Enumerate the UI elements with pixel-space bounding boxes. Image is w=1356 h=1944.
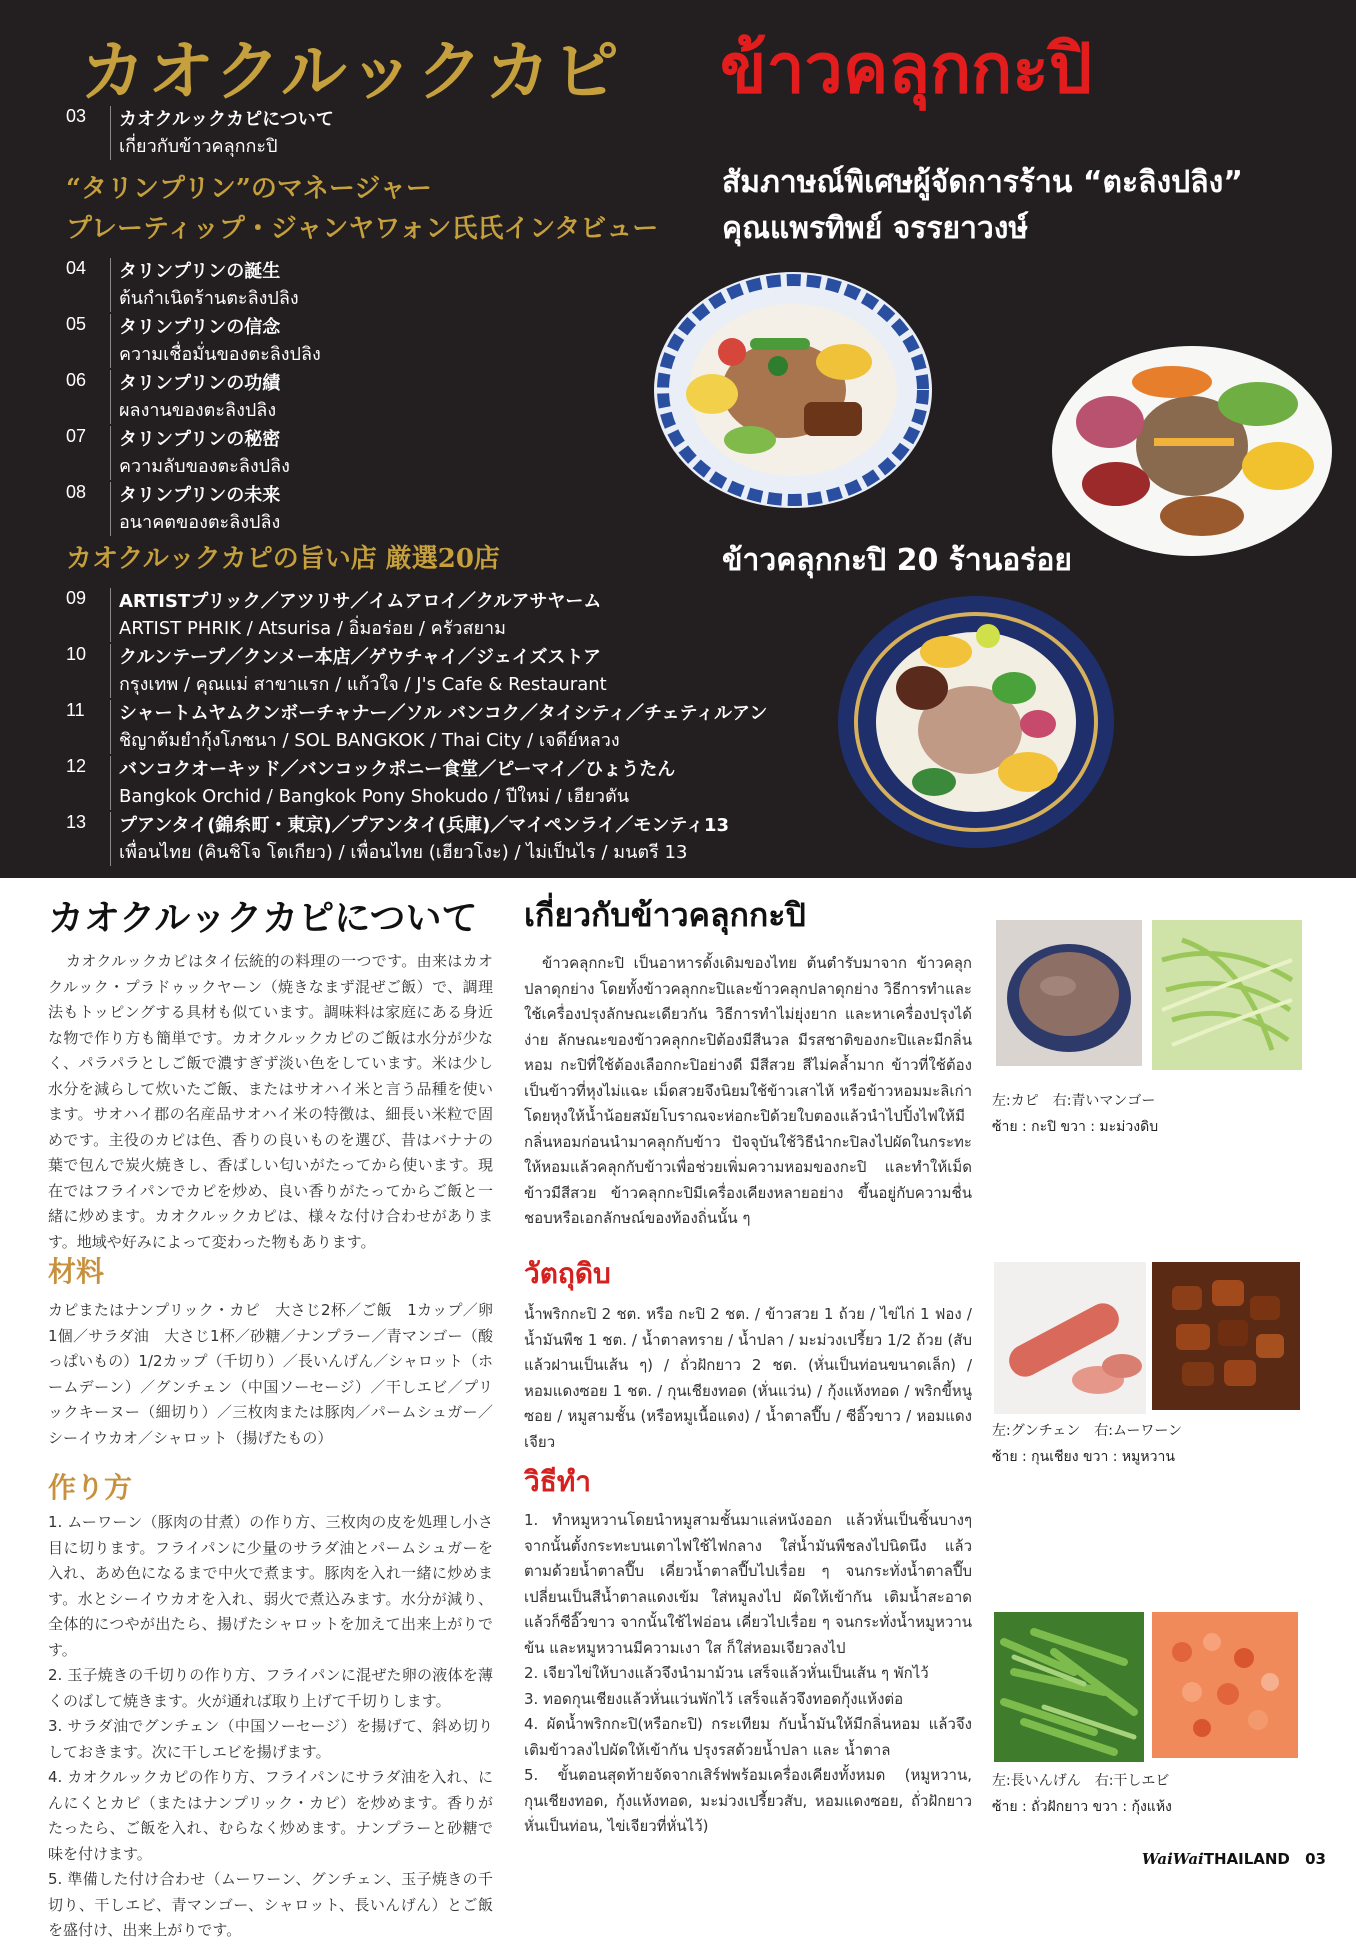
caption-th: ซ้าย : ถั่วฝักยาว ขวา : กุ้งแห้ง	[992, 1799, 1172, 1815]
toc-number: 10	[66, 644, 87, 664]
caption-2	[992, 1418, 1182, 1470]
method-step-th: 5. ขั้นตอนสุดท้ายจัดจากเสิร์ฟพร้อมเครื่องเคียงทั้งหมด (หมูหวาน, กุนเชียงทอด, กุ้งแห้งทอด, มะม่วงเปรี้ยวสับ, หอมแดงซอย, ถั่วฝักยาวหั่นเป็นท่อน, ไข่เจียวที่หั่นไว้)	[524, 1766, 972, 1835]
title-jp: カオクルックカピ	[80, 32, 621, 110]
ingredients-title-th: วัตถุดิบ	[524, 1257, 611, 1290]
rice-dish-blue-bowl-image	[654, 272, 932, 508]
interview-heading-line2: プレーティップ・ジャンヤワォン氏氏インタビュー	[66, 214, 659, 244]
method-step-jp: 2. 玉子焼きの千切りの作り方、フライパンに混ぜた卵の液体を薄くのばして焼きます。火が通れば取り上げて千切りします。	[48, 1666, 493, 1710]
toc-number: 05	[66, 314, 87, 334]
about-jp-column	[48, 890, 493, 1255]
toc-shops	[66, 588, 786, 866]
shops-heading-th: ข้าวคลุกกะปิ 20 ร้านอร่อย	[722, 543, 1072, 578]
toc-title-th: ผลงานของตะลิงปลิง	[110, 397, 706, 424]
toc-number: 11	[66, 700, 85, 720]
toc-item[interactable]	[66, 314, 706, 368]
method-steps-th	[524, 1508, 972, 1840]
toc-title-th: Bangkok Orchid / Bangkok Pony Shokudo / ปีใหม่ / เฮียวตัน	[110, 783, 786, 810]
toc-title-th: ความเชื่อมั่นของตะลิงปลิง	[110, 341, 706, 368]
brand-waiwai: WaiWai	[1141, 1850, 1204, 1868]
toc-title-th: ARTIST PHRIK / Atsurisa / อิ่มอร่อย / ครัวสยาม	[110, 615, 786, 642]
caption-1	[992, 1088, 1158, 1140]
method-step-jp: 5. 準備した付け合わせ（ムーワーン、グンチェン、玉子焼きの千切り、干しエビ、青マンゴー、シャロット、長いんげん）とご飯を盛付け、出来上がりです。	[48, 1870, 493, 1939]
toc-title-jp: タリンプリンの功績	[110, 370, 706, 397]
toc-title-jp: タリンプリンの信念	[110, 314, 706, 341]
toc-number: 04	[66, 258, 87, 278]
toc-title-th: ต้นกำเนิดร้านตะลิงปลิง	[110, 285, 706, 312]
rice-dish-white-plate-image	[1052, 346, 1332, 556]
caption-th: ซ้าย : กะปิ ขวา : มะม่วงดิบ	[992, 1119, 1159, 1135]
toc-number: 03	[66, 106, 87, 126]
toc-number: 06	[66, 370, 87, 390]
method-step-jp: 3. サラダ油でグンチェン（中国ソーセージ）を揚げて、斜め切りしておきます。次に干しエビを揚げます。	[48, 1717, 493, 1761]
method-jp-column	[48, 1466, 493, 1944]
caption-jp: 左:カピ 右:青いマンゴー	[992, 1093, 1156, 1109]
method-step-jp: 1. ムーワーン（豚肉の甘煮）の作り方、三枚肉の皮を処理し小さ目に切ります。フライパンに少量のサラダ油とパームシュガーを入れ、あめ色になるまで中火で煮ます。豚肉を入れ一緒に炒めます。水とシーイウカオを入れ、弱火で煮込みます。水分が減り、全体的につやが出たら、揚げたシャロットを加えて出来上がりです。	[48, 1513, 493, 1659]
toc-item[interactable]	[66, 258, 706, 312]
toc-item[interactable]	[66, 700, 786, 754]
method-step-th: 1. ทำหมูหวานโดยนำหมูสามชั้นมาแล่หนังออก แล้วหั่นเป็นชิ้นบางๆ จากนั้นตั้งกระทะบนเตาไฟใช้ไฟกลาง ใส่น้ำมันพืชลงไปนิดนึง แล้วตามด้วยน้ำตาลปี๊บ เคี่ยวน้ำตาลปี๊บไปเรื่อย ๆ จนกระทั่งน้ำตาลปี๊บเปลี่ยนเป็นสีน้ำตาลแดงเข้ม ใส่หมูลงไป ผัดให้เข้ากัน เติมน้ำสะอาดแล้วก็ซีอิ๊วขาว จากนั้นใช้ไฟอ่อน เคี่ยวไปเรื่อย ๆ จนกระทั่งน้ำหมูหวานข้น และหมูหวานมีความเงา ใส ก็ใส่หอมเจียวลงไป	[524, 1511, 972, 1657]
toc-number: 08	[66, 482, 87, 502]
ingredients-title-jp: 材料	[48, 1255, 105, 1288]
method-step-th: 4. ผัดน้ำพริกกะปิ(หรือกะปิ) กระเทียม กับน้ำมันให้มีกลิ่นหอม แล้วจึงเติมข้าวลงไปผัดให้เข้ากัน ปรุงรสด้วยน้ำปลา และ น้ำตาล	[524, 1715, 972, 1759]
toc-item[interactable]	[66, 812, 786, 866]
toc-title-jp: シャートムヤムクンボーチャナー／ソル バンコク／タイシティ／チェティルアン	[110, 700, 786, 727]
method-step-th: 3. ทอดกุนเชียงแล้วหั่นแว่นพักไว้ เสร็จแล้วจึงทอดกุ้งแห้งต่อ	[524, 1689, 904, 1708]
toc-item[interactable]	[66, 106, 706, 160]
toc-title-th: กรุงเทพ / คุณแม่ สาขาแรก / แก้วใจ / J's Cafe & Restaurant	[110, 671, 786, 698]
caption-th: ซ้าย : กุนเชียง ขวา : หมูหวาน	[992, 1449, 1175, 1465]
toc-item[interactable]	[66, 482, 706, 536]
toc-item[interactable]	[66, 756, 786, 810]
toc-title-jp: タリンプリンの未来	[110, 482, 706, 509]
title-th: ข้าวคลุกกะปิ	[720, 30, 1093, 109]
method-title-jp: 作り方	[48, 1471, 133, 1504]
method-steps-jp	[48, 1510, 493, 1944]
about-body-jp: カオクルックカピはタイ伝統的の料理の一つです。由来はカオクルック・プラドゥックヤーン（焼きなまず混ぜご飯）で、調理法もトッピングする具材も似ています。調味料は家庭にある身近な物で作り方も簡単です。カオクルックカピのご飯は水分が少なく、パラパラとしご飯で濃すぎず淡い色をしています。米は少し水分を減らして炊いたご飯、またはサオハイ米と言う品種を使います。サオハイ郡の名産品サオハイ米の特徴は、細長い米粒で固めです。主役のカピは色、香りの良いものを選び、昔はバナナの葉で包んで炭火焼きし、香ばしい匂いがたってから使います。現在ではフライパンでカピを炒め、良い香りがたってからご飯と一緒に炒めます。カオクルックカピは、様々な付け合わせがあります。地域や好みによって変わった物もあります。	[48, 952, 493, 1251]
toc-title-jp: バンコクオーキッド／バンコックポニー食堂／ピーマイ／ひょうたん	[110, 756, 786, 783]
toc-number: 13	[66, 812, 87, 832]
toc-number: 07	[66, 426, 87, 446]
dried-shrimp-photo	[1152, 1612, 1298, 1758]
toc-interview	[66, 258, 706, 536]
toc-title-jp: タリンプリンの秘密	[110, 426, 706, 453]
interview-heading-th-line1: สัมภาษณ์พิเศษผู้จัดการร้าน “ตะลิงปลิง”	[722, 165, 1243, 200]
toc-number: 09	[66, 588, 87, 608]
toc-title-th: เกี่ยวกับข้าวคลุกกะปิ	[110, 133, 706, 160]
ingredients-jp-column	[48, 1250, 509, 1451]
toc-title-jp: クルンテープ／クンメー本店／ゲウチャイ／ジェイズストア	[110, 644, 786, 671]
toc-item[interactable]	[66, 588, 786, 642]
ingredients-body-jp: カピまたはナンプリック・カピ 大さじ2杯／ご飯 1カップ／卵 1個／サラダ油 大さじ1杯／砂糖／ナンプラー／青マンゴー（酸っぱいもの）1/2カップ（千切り）／長いんげん／シャロット（ホームデーン）／グンチェン（中国ソーセージ）／干しエビ／プリックキーヌー（細切り）／三枚肉または豚肉／パームシュガー／シーイウカオ／シャロット（揚げたもの）	[48, 1301, 509, 1447]
about-title-jp: カオクルックカピについて	[48, 898, 478, 939]
method-step-jp: 4. カオクルックカピの作り方、フライパンにサラダ油を入れ、にんにくとカピ（またはナンプリック・カピ）を炒めます。香りがたったら、ご飯を入れ、むらなく炒めます。ナンプラーと砂糖で味を付けます。	[48, 1768, 493, 1863]
toc-item[interactable]	[66, 370, 706, 424]
contents-panel	[0, 0, 1356, 878]
page-footer	[1142, 1850, 1326, 1868]
caption-jp: 左:グンチェン 右:ムーワーン	[992, 1423, 1183, 1439]
toc-title-th: อนาคตของตะลิงปลิง	[110, 509, 706, 536]
interview-heading-th-line2: คุณแพรทิพย์ จรรยาวงษ์	[722, 211, 1029, 246]
toc-number: 12	[66, 756, 87, 776]
toc-title-th: เพื่อนไทย (คินชิโจ โตเกียว) / เพื่อนไทย (เฮียวโงะ) / ไม่เป็นไร / มนตรี 13	[110, 839, 786, 866]
ingredients-th-column	[524, 1252, 972, 1455]
toc-item[interactable]	[66, 644, 786, 698]
sweet-pork-photo	[1152, 1262, 1300, 1410]
about-body-th: ข้าวคลุกกะปิ เป็นอาหารดั้งเดิมของไทย ต้นตำรับมาจาก ข้าวคลุกปลาดุกย่าง โดยทั้งข้าวคลุกกะปิและข้าวคลุกปลาดุกย่าง วิธีการทำและใช้เครื่องปรุงลักษณะเดียวกัน วิธีการทำไม่ยุ่งยาก และหาเครื่องปรุงได้ง่าย ลักษณะของข้าวคลุกกะปิต้องมีสีนวล มีรสชาติของกะปิและมีกลิ่นหอม กะปิที่ใช้ต้องเลือกกะปิอย่างดี มีสีสวย สีไม่คล้ำมาก ข้าวที่ใช้ต้องเป็นข้าวที่หุงไม่แฉะ เม็ดสวยจึงนิยมใช้ข้าวเสาไห้ หรือข้าวหอมมะลิเก่าโดยหุงให้น้ำน้อยสมัยโบราณจะห่อกะปิด้วยใบตองแล้วนำไปปิ้งไฟให้มีกลิ่นหอมก่อนนำมาคลุกกับข้าว ปัจจุบันใช้วิธีนำกะปิลงไปผัดในกระทะให้หอมแล้วคลุกกับข้าวเพื่อช่วยเพิ่มความหอมของกะปิ และทำให้เม็ดข้าวมีสีสวย ข้าวคลุกกะปิมีเครื่องเคียงหลายอย่าง ขึ้นอยู่กับความชื่นชอบหรือเอกลักษณ์ของท้องถิ่นนั้น ๆ	[524, 954, 972, 1227]
method-title-th: วิธีทำ	[524, 1465, 591, 1498]
about-th-column	[524, 890, 972, 1232]
chinese-sausage-photo	[994, 1262, 1146, 1414]
toc-title-th: ชิญาต้มยำกุ้งโภชนา / SOL BANGKOK / Thai City / เจดีย์หลวง	[110, 727, 786, 754]
brand-thailand: THAILAND	[1203, 1850, 1290, 1868]
caption-jp: 左:長いんげん 右:干しエビ	[992, 1773, 1170, 1789]
toc-title-jp: カオクルックカピについて	[110, 106, 706, 133]
toc-about	[66, 106, 706, 160]
shops-heading-jp: カオクルックカピの旨い店 厳選20店	[66, 544, 500, 574]
caption-3	[992, 1768, 1172, 1820]
toc-title-jp: プアンタイ(錦糸町・東京)／プアンタイ(兵庫)／マイペンライ／モンティ13	[110, 812, 786, 839]
method-th-column	[524, 1460, 972, 1840]
about-title-th: เกี่ยวกับข้าวคลุกกะปิ	[524, 896, 806, 934]
interview-heading-line1: “タリンプリン”のマネージャー	[66, 174, 432, 204]
long-beans-photo	[994, 1612, 1144, 1762]
shrimp-paste-photo	[996, 920, 1142, 1066]
green-mango-photo	[1152, 920, 1302, 1070]
toc-item[interactable]	[66, 426, 706, 480]
page-number: 03	[1305, 1850, 1326, 1868]
rice-dish-gold-rim-plate-image	[838, 596, 1114, 848]
method-step-th: 2. เจียวไข่ให้บางแล้วจึงนำมาม้วน เสร็จแล้วหั่นเป็นเส้น ๆ พักไว้	[524, 1664, 929, 1682]
toc-title-jp: ARTISTプリック／アツリサ／イムアロイ／クルアサヤーム	[110, 588, 786, 615]
ingredients-body-th: น้ำพริกกะปิ 2 ชต. หรือ กะปิ 2 ชต. / ข้าวสวย 1 ถ้วย / ไข่ไก่ 1 ฟอง / น้ำมันพืช 1 ชต. / น้ำตาลทราย / น้ำปลา / มะม่วงเปรี้ยว 1/2 ถ้วย (สับแล้วฝานเป็นเส้น ๆ) / ถั่วฝักยาว 2 ชต. (หั่นเป็นท่อนขนาดเล็ก) / หอมแดงซอย 1 ชต. / กุนเชียงทอด (หั่นแว่น) / กุ้งแห้งทอด / พริกขี้หนูซอย / หมูสามชั้น (หรือหมูเนื้อแดง) / น้ำตาลปี๊บ / ซีอิ๊วขาว / หอมแดงเจียว	[524, 1305, 972, 1451]
toc-title-th: ความลับของตะลิงปลิง	[110, 453, 706, 480]
toc-title-jp: タリンプリンの誕生	[110, 258, 706, 285]
